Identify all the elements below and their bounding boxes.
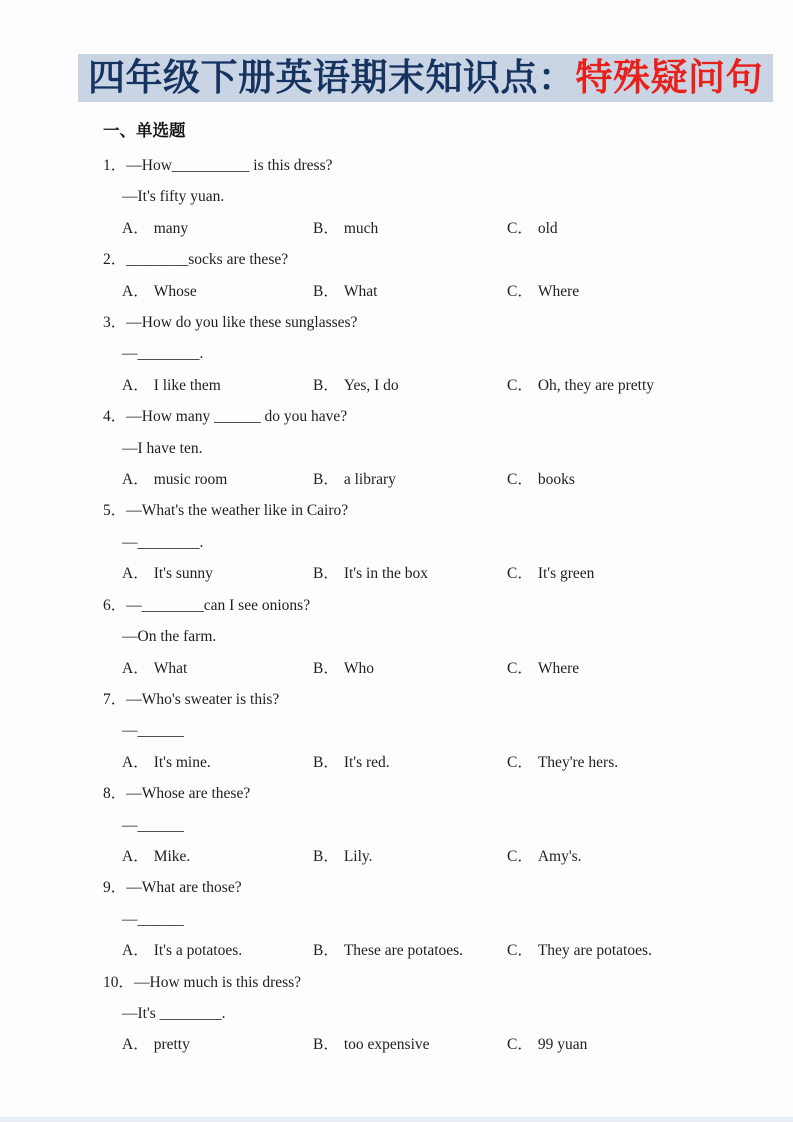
option-label: A． — [122, 847, 149, 865]
question-number: 1． — [103, 157, 127, 174]
option-b — [313, 276, 507, 307]
question-line — [0, 590, 793, 621]
option-label: B． — [313, 471, 339, 489]
options-row — [0, 558, 793, 589]
option-text: books — [537, 471, 575, 489]
section-header: 一、单选题 — [103, 122, 186, 140]
option-text: What — [153, 659, 188, 677]
option-c — [507, 370, 654, 401]
options-row — [0, 935, 793, 966]
option-a — [122, 464, 313, 495]
question-8 — [0, 778, 793, 872]
option-label: C． — [507, 847, 533, 865]
option-text: It's in the box — [343, 565, 429, 583]
question-text: —What are those? — [126, 879, 242, 897]
option-text: Who — [343, 659, 374, 677]
option-a — [122, 213, 313, 244]
option-label: A． — [122, 659, 149, 677]
question-9 — [0, 872, 793, 966]
option-label: C． — [507, 1036, 533, 1054]
question-text: —What's the weather like in Cairo? — [126, 502, 349, 520]
option-label: A． — [122, 471, 149, 489]
option-text: Yes, I do — [343, 376, 399, 394]
worksheet-body — [0, 120, 793, 1061]
question-line — [0, 401, 793, 432]
option-label: C． — [507, 659, 533, 677]
answer-line: —______ — [122, 910, 184, 928]
option-label: B． — [313, 376, 339, 394]
option-label: B． — [313, 942, 339, 960]
question-4 — [0, 401, 793, 495]
page-title — [78, 54, 773, 102]
options-row — [0, 464, 793, 495]
option-a — [122, 1029, 313, 1060]
option-text: 99 yuan — [537, 1036, 588, 1054]
option-label: A． — [122, 219, 149, 237]
option-a — [122, 558, 313, 589]
option-label: C． — [507, 219, 533, 237]
option-label: B． — [313, 219, 339, 237]
question-text: ________socks are these? — [126, 251, 289, 269]
question-line — [0, 778, 793, 809]
option-text: Mike. — [153, 847, 191, 865]
option-text: Where — [537, 282, 580, 300]
option-c — [507, 558, 594, 589]
option-c — [507, 841, 582, 872]
option-text: I like them — [153, 376, 221, 394]
option-label: A． — [122, 942, 149, 960]
option-a — [122, 653, 313, 684]
answer-line: —I have ten. — [122, 439, 203, 457]
option-label: A． — [122, 282, 149, 300]
option-label: A． — [122, 565, 149, 583]
option-c — [507, 935, 652, 966]
option-label: C． — [507, 753, 533, 771]
question-line — [0, 872, 793, 903]
question-number: 9． — [103, 879, 127, 897]
question-7 — [0, 684, 793, 778]
option-c — [507, 276, 579, 307]
option-text: Whose — [153, 282, 197, 300]
question-3 — [0, 307, 793, 401]
question-line — [0, 150, 793, 181]
option-text: a library — [343, 471, 396, 489]
option-text: Amy's. — [537, 847, 582, 865]
option-label: B． — [313, 565, 339, 583]
question-line — [0, 307, 793, 338]
option-a — [122, 747, 313, 778]
option-text: music room — [153, 471, 228, 489]
question-number: 3． — [103, 314, 127, 332]
option-label: B． — [313, 847, 339, 865]
option-text: Oh, they are pretty — [537, 376, 655, 394]
option-b — [313, 558, 507, 589]
answer-line: —On the farm. — [122, 628, 217, 646]
question-text: —How do you like these sunglasses? — [126, 314, 358, 332]
options-row — [0, 653, 793, 684]
question-number: 6． — [103, 596, 127, 614]
option-text: These are potatoes. — [343, 942, 464, 960]
question-line — [0, 244, 793, 275]
option-c — [507, 747, 618, 778]
option-text: It's mine. — [153, 753, 211, 771]
option-a — [122, 370, 313, 401]
option-a — [122, 841, 313, 872]
option-b — [313, 213, 507, 244]
option-b — [313, 841, 507, 872]
option-label: A． — [122, 753, 149, 771]
option-b — [313, 464, 507, 495]
question-number: 8． — [103, 785, 127, 803]
option-text: They are potatoes. — [537, 942, 652, 960]
option-b — [313, 935, 507, 966]
option-label: B． — [313, 282, 339, 300]
option-text: It's red. — [343, 753, 390, 771]
option-b — [313, 747, 507, 778]
option-text: What — [343, 282, 378, 300]
answer-line: —It's ________. — [122, 1004, 226, 1022]
title-main-text: 四年级下册英语期末知识点： — [88, 57, 576, 98]
question-text: —How much is this dress? — [134, 973, 302, 991]
option-text: much — [343, 219, 379, 237]
answer-line: —________. — [122, 533, 204, 551]
question-text: —How__________ is this dress? — [126, 157, 333, 174]
option-a — [122, 935, 313, 966]
option-label: B． — [313, 1036, 339, 1054]
option-text: It's a potatoes. — [153, 942, 243, 960]
options-row — [0, 1029, 793, 1060]
option-b — [313, 653, 507, 684]
question-5 — [0, 495, 793, 589]
question-number: 4． — [103, 408, 127, 426]
option-label: B． — [313, 659, 339, 677]
page-bottom-edge — [0, 1117, 793, 1122]
question-number: 5． — [103, 502, 127, 520]
option-a — [122, 276, 313, 307]
option-text: pretty — [153, 1036, 190, 1054]
option-label: C． — [507, 282, 533, 300]
question-number: 10． — [103, 973, 135, 991]
answer-line: —______ — [122, 816, 184, 834]
option-text: They're hers. — [537, 753, 619, 771]
question-2 — [0, 244, 793, 307]
question-text: —How many ______ do you have? — [126, 408, 348, 426]
option-c — [507, 1029, 587, 1060]
options-row — [0, 213, 793, 244]
question-line — [0, 495, 793, 526]
option-b — [313, 1029, 507, 1060]
option-label: B． — [313, 753, 339, 771]
option-label: C． — [507, 376, 533, 394]
answer-line: —It's fifty yuan. — [122, 188, 225, 206]
options-row — [0, 747, 793, 778]
question-number: 2． — [103, 251, 127, 269]
question-text: —________can I see onions? — [126, 596, 311, 614]
option-label: C． — [507, 565, 533, 583]
question-line — [0, 967, 793, 998]
option-text: old — [537, 219, 558, 237]
option-text: Where — [537, 659, 580, 677]
question-number: 7． — [103, 690, 127, 708]
option-text: It's sunny — [153, 565, 213, 583]
answer-line: —______ — [122, 722, 184, 740]
options-row — [0, 276, 793, 307]
option-label: A． — [122, 1036, 149, 1054]
option-c — [507, 653, 579, 684]
option-label: C． — [507, 471, 533, 489]
option-label: C． — [507, 942, 533, 960]
question-text: —Who's sweater is this? — [126, 690, 280, 708]
question-text: —Whose are these? — [126, 785, 251, 803]
question-1 — [0, 150, 793, 244]
options-row — [0, 841, 793, 872]
option-text: many — [153, 219, 189, 237]
option-label: A． — [122, 376, 149, 394]
option-text: too expensive — [343, 1036, 430, 1054]
question-line — [0, 684, 793, 715]
answer-line: —________. — [122, 345, 204, 363]
option-c — [507, 464, 575, 495]
title-highlight-text: 特殊疑问句 — [575, 57, 763, 98]
options-row — [0, 370, 793, 401]
option-text: Lily. — [343, 847, 373, 865]
option-c — [507, 213, 558, 244]
question-10 — [0, 967, 793, 1061]
option-b — [313, 370, 507, 401]
option-text: It's green — [537, 565, 595, 583]
question-6 — [0, 590, 793, 684]
